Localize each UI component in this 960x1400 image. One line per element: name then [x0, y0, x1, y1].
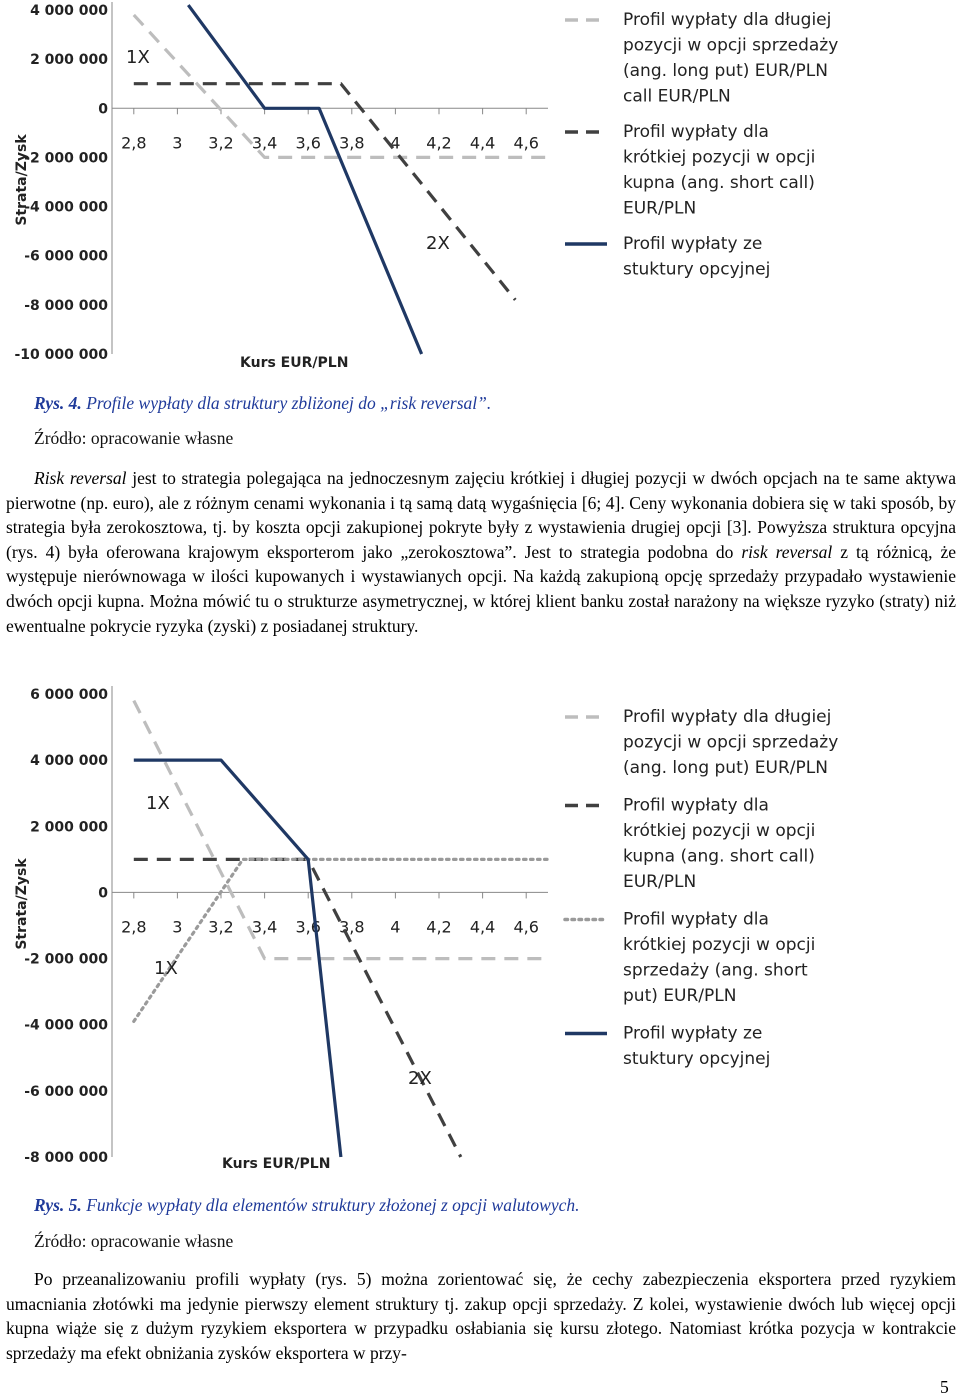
series-line-2	[134, 84, 516, 300]
y-tick-label: -4 000 000	[24, 199, 108, 216]
legend-label-line: kupna (ang. short call)	[623, 846, 815, 867]
figure-4-source: Źródło: opracowanie własne	[34, 428, 234, 448]
legend-label-line: kupna (ang. short call)	[623, 173, 815, 193]
y-tick-label: -6 000 000	[24, 1083, 108, 1100]
x-tick-label: 3,6	[295, 133, 321, 153]
figure-5-chart	[0, 680, 960, 1180]
x-tick-label: 3	[172, 917, 183, 937]
annotation-label: 2X	[408, 1068, 432, 1089]
y-axis-title: Strata/Zysk	[14, 858, 30, 950]
page-number: 5	[940, 1377, 949, 1397]
x-tick-label: 3,4	[251, 133, 278, 153]
y-tick-label: 0	[98, 885, 108, 902]
series-line-3	[134, 859, 548, 1021]
legend-label-line: Profil wypłaty dla	[623, 122, 769, 142]
annotation-label: 1X	[146, 793, 170, 814]
legend-label-line: krótkiej pozycji w opcji	[623, 821, 816, 841]
y-axis-title: Strata/Zysk	[14, 134, 30, 226]
x-tick-label: 4,6	[513, 917, 539, 937]
legend-label-line: Profil wypłaty dla długiej	[623, 707, 832, 727]
paragraph-2	[6, 1267, 956, 1365]
figure-4-chart	[0, 0, 960, 370]
legend-label-line: stuktury opcyjnej	[623, 259, 771, 280]
figure-4-caption	[34, 393, 491, 414]
x-tick-label: 3,6	[295, 917, 321, 937]
annotation-label: 1X	[154, 958, 178, 979]
x-tick-label: 3,8	[339, 133, 365, 153]
series-line-2	[134, 859, 461, 1157]
figure-5-caption-text: Funkcje wypłaty dla elementów struktury złożonej z opcji walutowych.	[86, 1195, 580, 1215]
legend-label-line: (ang. long put) EUR/PLN	[623, 61, 828, 81]
y-tick-label: 2 000 000	[30, 819, 108, 836]
legend-label-line: Profil wypłaty ze	[623, 1023, 763, 1044]
y-tick-label: -10 000 000	[14, 347, 108, 363]
legend-label-line: (ang. long put) EUR/PLN	[623, 758, 828, 778]
paragraph-2-text: Po przeanalizowaniu profili wypłaty (rys. 5) można zorientować się, że cechy zabezpieczenia eksportera przed ryzykiem umacniania złotówki ma jedynie pierwszy element struktury tj. zakup opcji sprzedaży. Z kolei, wystawienie dwóch lub więcej opcji kupna wiąże się z dużym ryzykiem eksportera w przypadku osłabiania się kursu złotego. Natomiast krótka pozycja w kontrakcie sprzedaży ma efekt obniżania zysków eksportera w przy-	[6, 1269, 956, 1363]
y-tick-label: -2 000 000	[24, 150, 108, 167]
chart-legend	[565, 10, 838, 280]
x-tick-label: 4	[390, 917, 401, 937]
chart-series	[134, 5, 548, 354]
x-tick-label: 4,2	[426, 133, 452, 153]
y-tick-label: 2 000 000	[30, 52, 108, 69]
legend-label-line: pozycji w opcji sprzedaży	[623, 35, 839, 56]
legend-label-line: sprzedaży (ang. short	[623, 960, 808, 981]
y-tick-label: -6 000 000	[24, 248, 108, 265]
figure-4-caption-text: Profile wypłaty dla struktury zbliżonej do „risk reversal”.	[86, 393, 492, 413]
paragraph-1	[6, 466, 956, 638]
term-risk-reversal: Risk reversal	[34, 468, 127, 488]
annotation-label: 2X	[426, 233, 450, 254]
paragraph-1-text-a: jest to strategia polegająca na jednoczesnym zajęciu krótkiej i długiej pozycji w dwóch opcjach na te same aktywa pierwotne (np. euro), ale z różnym cenami wykonania i tą samą datą wygaśnięcia [6; 4]. Ceny wykonania dobiera się w taki sposób, by strategia była zerokosztowa, tj. by koszta opcji zakupionej pokryte były z wystawienia drugiej opcji [3]. Powyższa struktura opcyjna (rys. 4) była oferowana krajowym eksporterom jako „zerokosztowa”. Jest to strategia podobna do	[6, 468, 957, 562]
y-tick-label: 4 000 000	[30, 3, 108, 19]
figure-5-source: Źródło: opracowanie własne	[34, 1231, 234, 1251]
y-tick-label: 6 000 000	[30, 687, 108, 703]
x-tick-label: 4,2	[426, 917, 452, 937]
legend-label-line: put) EUR/PLN	[623, 986, 737, 1006]
figure-5-label: Rys. 5.	[34, 1195, 82, 1215]
figure-5-caption	[34, 1195, 580, 1216]
legend-label-line: krótkiej pozycji w opcji	[623, 147, 816, 168]
legend-label-line: Profil wypłaty ze	[623, 234, 763, 254]
x-tick-label: 3,2	[208, 133, 234, 153]
legend-label-line: call EUR/PLN	[623, 86, 731, 107]
y-tick-label: 0	[98, 101, 108, 118]
y-tick-label: -2 000 000	[24, 951, 108, 968]
y-axis-ticks	[24, 687, 108, 1166]
x-tick-label: 3	[172, 133, 183, 153]
chart-legend	[565, 707, 838, 1069]
legend-label-line: Profil wypłaty dla	[623, 795, 769, 816]
legend-label-line: EUR/PLN	[623, 872, 697, 892]
legend-label-line: stuktury opcyjnej	[623, 1049, 771, 1069]
y-tick-label: 4 000 000	[30, 753, 108, 770]
y-tick-label: -4 000 000	[24, 1017, 108, 1034]
x-tick-label: 3,8	[339, 917, 365, 937]
legend-label-line: krótkiej pozycji w opcji	[623, 935, 816, 955]
y-tick-label: -8 000 000	[24, 1150, 108, 1166]
x-tick-label: 2,8	[121, 917, 147, 937]
x-axis-title: Kurs EUR/PLN	[222, 1156, 331, 1172]
legend-label-line: pozycji w opcji sprzedaży	[623, 732, 839, 753]
x-tick-label: 4,4	[469, 133, 496, 153]
x-axis-title: Kurs EUR/PLN	[240, 355, 349, 370]
x-axis-ticks	[121, 917, 539, 936]
legend-label-line: EUR/PLN	[623, 198, 697, 219]
chart-grid	[112, 2, 548, 354]
annotation-label: 1X	[126, 47, 150, 68]
legend-label-line: Profil wypłaty dla długiej	[623, 10, 832, 30]
series-line-3	[188, 5, 421, 354]
y-tick-label: -8 000 000	[24, 297, 108, 314]
term-risk-reversal-2: risk reversal	[741, 541, 833, 562]
x-tick-label: 2,8	[121, 133, 147, 153]
figure-4-label: Rys. 4.	[34, 393, 82, 413]
x-tick-label: 4	[390, 133, 401, 153]
axis-labels	[14, 858, 330, 1172]
x-tick-label: 4,6	[513, 133, 539, 153]
x-tick-label: 3,2	[208, 917, 234, 937]
x-tick-label: 4,4	[469, 917, 496, 937]
x-tick-label: 3,4	[251, 917, 278, 937]
paragraph-1-text-b: z tą różnicą, że występuje nierównowaga w ilości kupowanych i wystawianych opcji. Na każdą zakupioną opcję sprzedaży przypadało wystawienie dwóch opcji kupna. Można mówić tu o strukturze asymetrycznej, w której klient banku został narażony na większe ryzyko (straty) niż ewentualne pokrycie ryzyka (zyski) z posiadanej struktury.	[6, 541, 956, 636]
legend-label-line: Profil wypłaty dla	[623, 909, 769, 930]
